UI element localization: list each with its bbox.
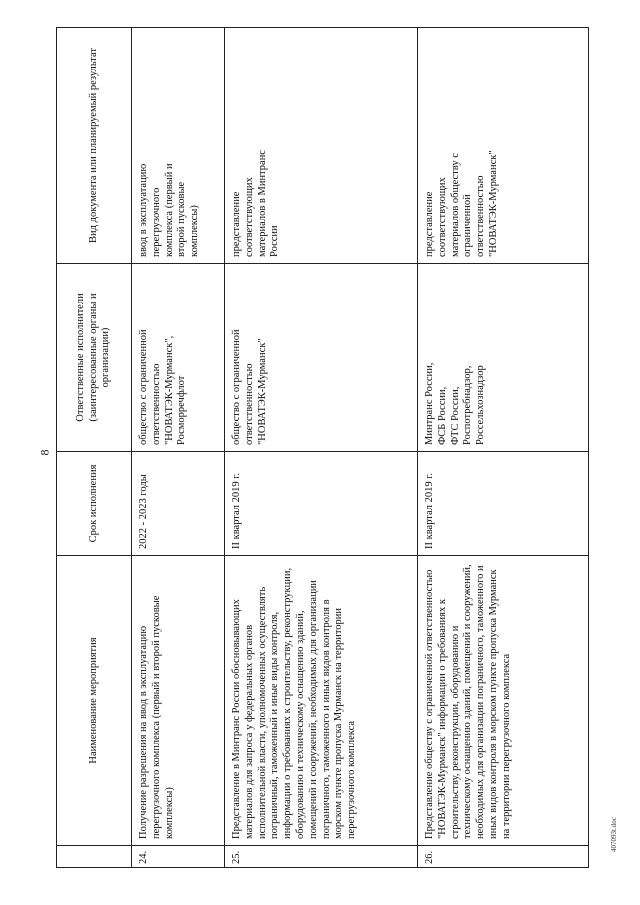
rotated-table-container: [56, 28, 601, 868]
row-number: 24.: [132, 846, 225, 868]
header-number: [57, 846, 132, 868]
executors: Минтранс России, ФСБ России, ФТС России, Роспотребнадзор, Россельхознадзор: [418, 264, 589, 452]
header-result: Вид документа или планируемый результат: [57, 28, 132, 264]
header-executors: Ответственные исполнители (заинтересованные органы и организации): [57, 264, 132, 452]
row-number: 25.: [225, 846, 418, 868]
result: ввод в эксплуатацию перегрузочного комплекса (первый и второй пусковые комплексы): [132, 28, 225, 264]
deadline: II квартал 2019 г.: [418, 452, 589, 556]
header-action-name: Наименование мероприятия: [57, 556, 132, 846]
executors: общество с ограниченной ответственностью "НОВАТЭК-Мурманск": [225, 264, 418, 452]
deadline: II квартал 2019 г.: [225, 452, 418, 556]
action-name: Получение разрешения на ввод в эксплуатацию перегрузочного комплекса (первый и второй пусковые комплексы): [132, 556, 225, 846]
table-row: [418, 28, 589, 868]
row-number: 26.: [418, 846, 589, 868]
table-row: [132, 28, 225, 868]
page-number: 8: [37, 449, 52, 456]
deadline: 2022 - 2023 годы: [132, 452, 225, 556]
action-name: Представление в Минтранс России обосновывающих материалов для запроса у федеральных органов исполнительной власти, уполномоченных осуществлять пограничный, таможенный и иные виды контроля, информации о требованиях к строительству, реконструкции, оборудованию и техническому оснащению зданий, помещений и сооружений, необходимых для организации пограничного, таможенного и иных видов контроля в морском пункте пропуска Мурманск на территории перегрузочного комплекса: [225, 556, 418, 846]
action-name: Представление обществу с ограниченной ответственностью "НОВАТЭК-Мурманск" информации о требованиях к строительству, реконструкции, оборудованию и техническому оснащению зданий, помещений и сооружений, необходимых для организации пограничного, таможенного и иных видов контроля в морском пункте пропуска Мурманск на территории перегрузочного комплекса: [418, 556, 589, 846]
table-row: [225, 28, 418, 868]
executors: общество с ограниченной ответственностью "НОВАТЭК-Мурманск", Росморречфлот: [132, 264, 225, 452]
action-plan-table: [56, 27, 589, 868]
result: представление соответствующих материалов обществу с ограниченной ответственностью "НОВАТЭК-Мурманск": [418, 28, 589, 264]
result: представление соответствующих материалов в Минтранс России: [225, 28, 418, 264]
header-deadline: Срок исполнения: [57, 452, 132, 556]
document-file-id: 407093t.doc: [610, 817, 618, 852]
table-header-row: [57, 28, 132, 868]
